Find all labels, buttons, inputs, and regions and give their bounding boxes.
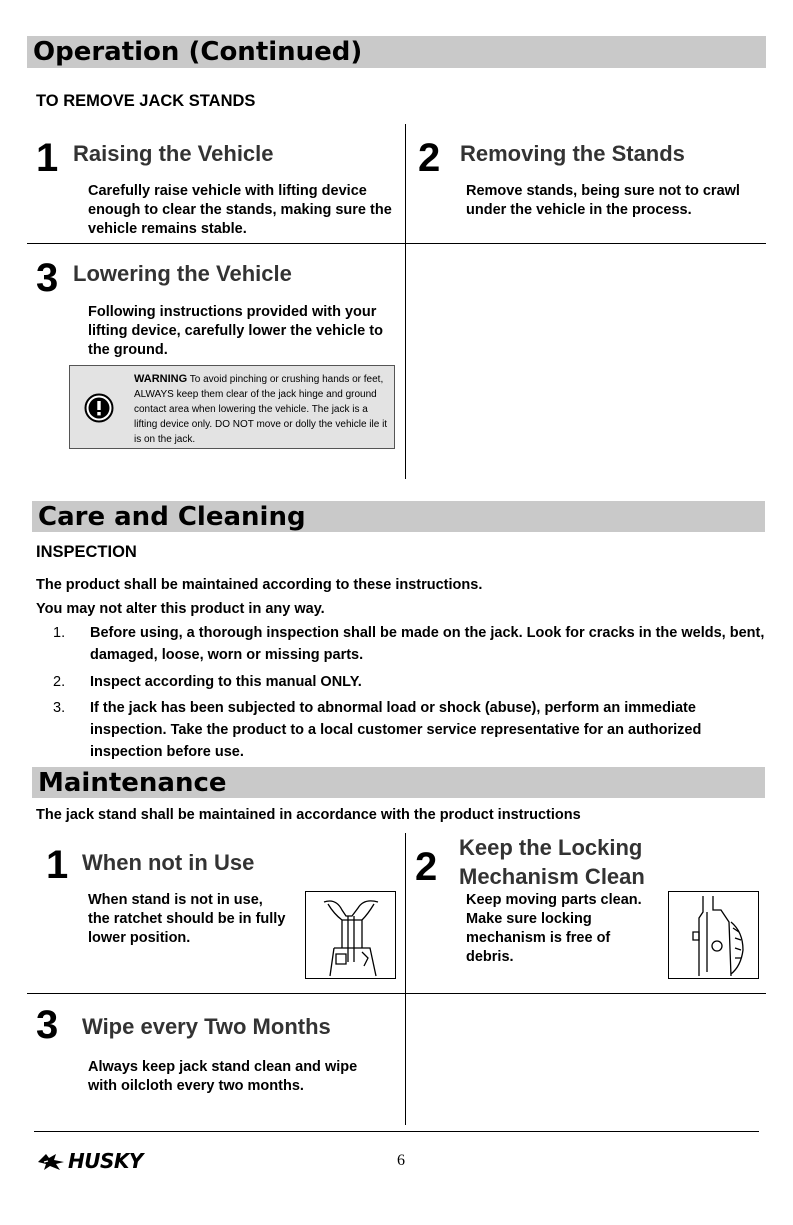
operation-column-divider — [405, 124, 406, 479]
locking-mechanism-image — [668, 891, 759, 979]
operation-banner: Operation (Continued) — [27, 36, 766, 68]
maint-step-1-text: When stand is not in use, the ratchet should be in fully lower position. — [88, 892, 286, 946]
page-number: 6 — [397, 1152, 405, 1169]
husky-logo — [36, 1149, 143, 1173]
step-1-title: Raising the Vehicle — [73, 141, 274, 166]
maintenance-column-divider — [405, 833, 406, 1125]
maint-step-2-title-line-2: Mechanism Clean — [459, 864, 645, 889]
care-cleaning-banner: Care and Cleaning — [32, 501, 765, 532]
step-3-number: 3 — [36, 256, 59, 300]
step-1-number: 1 — [36, 136, 59, 180]
inspection-item-1-text: Before using, a thorough inspection shall be made on the jack. Look for cracks in the welds, bent, damaged, loose, worn or missing parts. — [90, 625, 765, 663]
maint-step-3-text: Always keep jack stand clean and wipe with oilcloth every two months. — [88, 1059, 358, 1094]
maint-step-1-title: When not in Use — [82, 850, 255, 875]
warning-label: WARNING — [134, 373, 188, 385]
inspection-item-1-number: 1. — [53, 625, 66, 641]
footer-rule — [34, 1131, 759, 1132]
inspection-item-2-text: Inspect according to this manual ONLY. — [90, 674, 362, 690]
warning-box — [69, 365, 395, 449]
step-2-text: Remove stands, being sure not to crawl under the vehicle in the process. — [466, 183, 740, 218]
step-2-title: Removing the Stands — [460, 141, 685, 166]
husky-dog-icon — [36, 1150, 66, 1172]
inspection-item-3-text: If the jack has been subjected to abnormal load or shock (abuse), perform an immediate inspection. Take the product to a local customer service representative for an authorized inspection before use. — [90, 700, 702, 760]
maint-step-1-number: 1 — [46, 843, 69, 887]
maintenance-row-divider — [27, 993, 766, 994]
maint-step-3-number: 3 — [36, 1003, 59, 1047]
warning-text — [134, 372, 390, 447]
jack-stand-lowered-illustration — [306, 892, 395, 978]
inspection-item-3-number: 3. — [53, 700, 66, 716]
maintenance-banner: Maintenance — [32, 767, 765, 798]
care-intro-line-2: You may not alter this product in any way. — [36, 601, 325, 617]
maint-step-2-title-line-1: Keep the Locking — [459, 835, 643, 860]
step-3-text: Following instructions provided with your lifting device, carefully lower the vehicle to the ground. — [88, 304, 383, 358]
jack-stand-lowered-image — [305, 891, 396, 979]
husky-wordmark: HUSKY — [68, 1149, 143, 1173]
warning-body: To avoid pinching or crushing hands or feet, ALWAYS keep them clear of the jack hinge and ground contact area when lowering the vehicle. The jack is a lifting device only. DO NOT move or dolly the vehicle ile it is on the jack. — [134, 374, 388, 445]
maintenance-intro: The jack stand shall be maintained in accordance with the product instructions — [36, 807, 581, 823]
step-3-title: Lowering the Vehicle — [73, 261, 292, 286]
maint-step-3-title: Wipe every Two Months — [82, 1014, 331, 1039]
step-1-text: Carefully raise vehicle with lifting device enough to clear the stands, making sure the vehicle remains stable. — [88, 183, 392, 237]
maint-step-2-number: 2 — [415, 845, 438, 889]
care-intro-line-1: The product shall be maintained according to these instructions. — [36, 577, 483, 593]
locking-mechanism-illustration — [669, 892, 758, 978]
maint-step-2-text: Keep moving parts clean. Make sure locking mechanism is free of debris. — [466, 892, 642, 965]
remove-jack-stands-heading: TO REMOVE JACK STANDS — [36, 92, 256, 110]
step-2-number: 2 — [418, 136, 441, 180]
inspection-item-2-number: 2. — [53, 674, 66, 690]
operation-row-divider — [27, 243, 766, 244]
inspection-heading: INSPECTION — [36, 543, 137, 561]
warning-exclamation-icon — [84, 393, 114, 423]
